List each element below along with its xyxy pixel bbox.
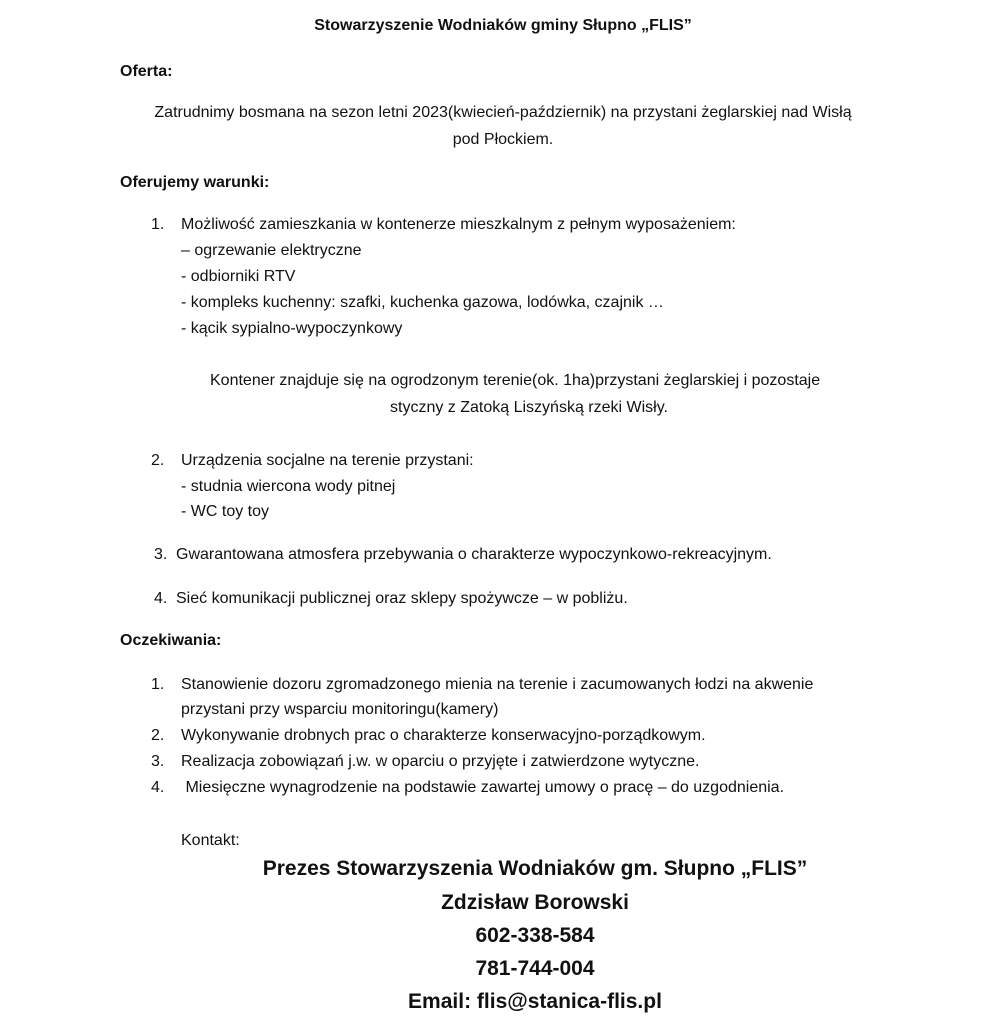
contact-phone-2: 781-744-004 (475, 957, 595, 980)
offer-text-line2: pod Płockiem. (452, 131, 554, 148)
condition-4-text: Sieć komunikacji publicznej oraz sklepy spożywcze – w pobliżu. (176, 590, 628, 607)
offer-text-line1: Zatrudnimy bosmana na sezon letni 2023(kwiecień-październik) na przystani żeglarskiej nad Wisłą (154, 104, 852, 121)
condition-2-number: 2. (151, 452, 165, 469)
contact-email: Email: flis@stanica-flis.pl (408, 990, 662, 1013)
document-title: Stowarzyszenie Wodniaków gminy Słupno „FLIS” (314, 17, 692, 34)
condition-2-sub-1: - studnia wiercona wody pitnej (181, 478, 396, 495)
expectations-heading: Oczekiwania: (120, 632, 222, 649)
condition-1-sub-1: – ogrzewanie elektryczne (181, 242, 362, 259)
expectation-4-number: 4. (151, 779, 165, 796)
contact-organization: Prezes Stowarzyszenia Wodniaków gm. Słupno „FLIS” (262, 857, 808, 880)
condition-2-text: Urządzenia socjalne na terenie przystani: (181, 452, 474, 469)
condition-1-number: 1. (151, 216, 165, 233)
conditions-heading: Oferujemy warunki: (120, 174, 270, 191)
expectation-4-text: Miesięczne wynagrodzenie na podstawie zawartej umowy o pracę – do uzgodnienia. (181, 779, 785, 796)
condition-3-number: 3. (154, 546, 168, 563)
expectation-2-number: 2. (151, 727, 165, 744)
condition-3-text: Gwarantowana atmosfera przebywania o charakterze wypoczynkowo-rekreacyjnym. (176, 546, 772, 563)
offer-heading: Oferta: (120, 63, 173, 80)
condition-4-number: 4. (154, 590, 168, 607)
expectation-1-text-line2: przystani przy wsparciu monitoringu(kamery) (181, 701, 499, 718)
condition-1-sub-3: - kompleks kuchenny: szafki, kuchenka gazowa, lodówka, czajnik … (181, 294, 664, 311)
condition-1-text: Możliwość zamieszkania w kontenerze mieszkalnym z pełnym wyposażeniem: (181, 216, 736, 233)
condition-1-sub-4: - kącik sypialno-wypoczynkowy (181, 320, 403, 337)
condition-2-sub-2: - WC toy toy (181, 503, 270, 520)
expectation-1-text-line1: Stanowienie dozoru zgromadzonego mienia na terenie i zacumowanych łodzi na akwenie (181, 676, 814, 693)
contact-person-name: Zdzisław Borowski (441, 891, 629, 914)
condition-1-sub-2: - odbiorniki RTV (181, 268, 296, 285)
container-note-line1: Kontener znajduje się na ogrodzonym terenie(ok. 1ha)przystani żeglarskiej i pozostaje (210, 372, 821, 389)
contact-phone-1: 602-338-584 (475, 924, 595, 947)
expectation-1-number: 1. (151, 676, 165, 693)
expectation-3-text: Realizacja zobowiązań j.w. w oparciu o przyjęte i zatwierdzone wytyczne. (181, 753, 700, 770)
expectation-2-text: Wykonywanie drobnych prac o charakterze konserwacyjno-porządkowym. (181, 727, 706, 744)
container-note-line2: styczny z Zatoką Liszyńską rzeki Wisły. (390, 399, 668, 416)
expectation-3-number: 3. (151, 753, 165, 770)
contact-label: Kontakt: (181, 832, 240, 849)
